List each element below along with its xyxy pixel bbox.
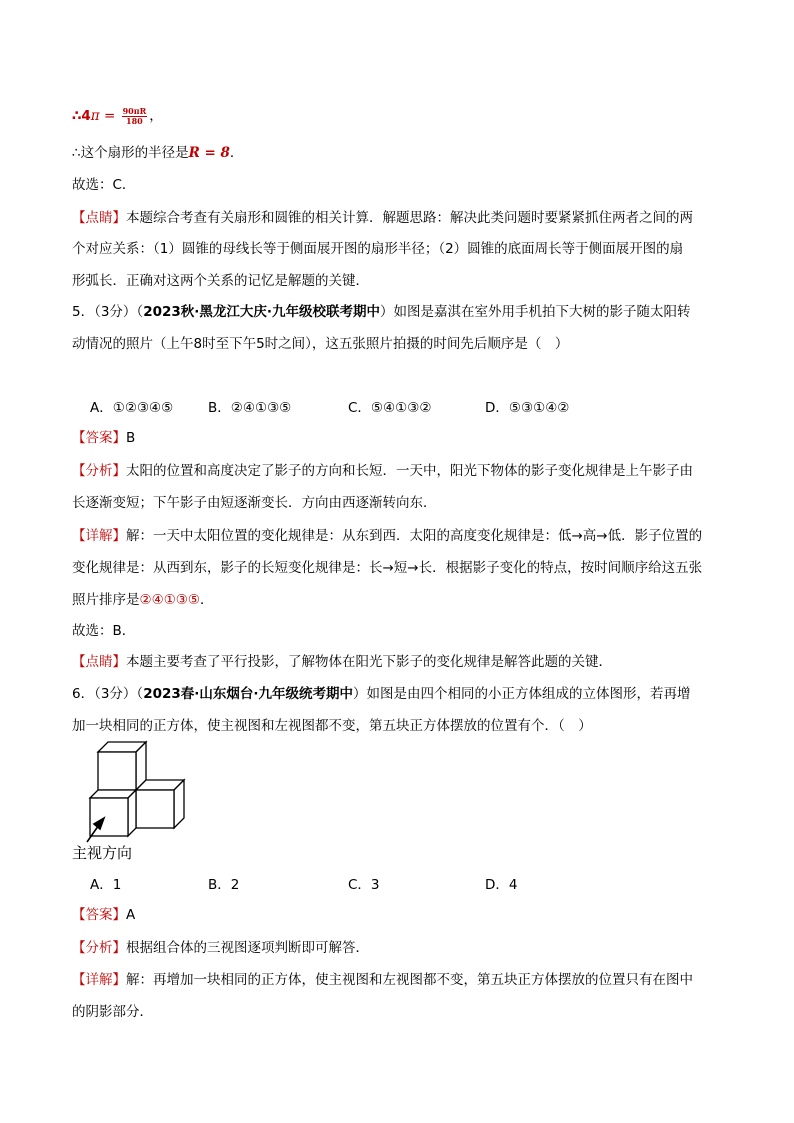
question-6-line-2: 加一块相同的正方体，使主视图和左视图都不变，第五块正方体摆放的位置有个．（ ） <box>72 718 592 734</box>
answer-value: B <box>126 430 136 446</box>
comment-text: 本题综合考查有关扇形和圆锥的相关计算．解题思路：解决此类问题时要紧紧抓住两者之间的两 <box>126 210 693 226</box>
question-6-source: 2023春·山东烟台·九年级统考期中 <box>143 686 354 702</box>
radius-end: ． <box>229 145 244 161</box>
analysis-6-line <box>72 938 732 958</box>
detail-6-tag: 【详解】 <box>72 972 126 988</box>
option-b: B．2 <box>208 877 240 893</box>
answer-6-value: A <box>126 907 136 923</box>
comment-line-1 <box>72 208 732 228</box>
question-5-line-2: 动情况的照片（上午8时至下午5时之间），这五张照片拍摄的时间先后顺序是（ ） <box>72 336 569 352</box>
question-5-text: ）如图是嘉淇在室外用手机拍下大树的影子随太阳转 <box>380 304 691 320</box>
eq-sign: = <box>99 108 120 124</box>
detail-5-line-3 <box>72 590 732 610</box>
option-d: D．4 <box>485 877 518 893</box>
analysis-tag: 【分析】 <box>72 463 126 479</box>
detail-6-text: 解：再增加一块相同的正方体，使主视图和左视图都不变，第五块正方体摆放的位置只有在图中 <box>126 972 693 988</box>
question-6-line-1 <box>72 684 732 704</box>
analysis-6-text: 根据组合体的三视图逐项判断即可解答． <box>126 940 369 956</box>
equation-line <box>72 106 732 126</box>
analysis-6-tag: 【分析】 <box>72 940 126 956</box>
detail-5-line-2: 变化规律是：从西到东，影子的长短变化规律是：长→短→长．根据影子变化的特点，按时间顺序给这五张 <box>72 560 703 576</box>
analysis-text: 太阳的位置和高度决定了影子的方向和长短．一天中，阳光下物体的影子变化规律是上午影子由 <box>126 463 693 479</box>
question-5-line-1 <box>72 302 732 322</box>
detail-order-end: ． <box>200 592 214 608</box>
question-6-number: 6．（3分）（ <box>72 686 144 702</box>
option-a: A．1 <box>90 877 122 893</box>
comment-line-3: 形弧长．正确对这两个关系的记忆是解题的关键． <box>72 273 369 289</box>
cube-top <box>98 742 146 790</box>
radius-math: R = 8 <box>188 145 230 161</box>
detail-6-line-2: 的阴影部分． <box>72 1004 153 1020</box>
selection-line: 故选：C． <box>72 177 136 193</box>
answer-6-tag: 【答案】 <box>72 907 126 923</box>
option-b: B．②④①③⑤ <box>208 400 292 416</box>
question-5-source: 2023秋·黑龙江大庆·九年级校联考期中 <box>143 304 381 320</box>
fraction-numerator: 90πR <box>122 105 147 116</box>
option-c: C．3 <box>348 877 380 893</box>
answer-tag: 【答案】 <box>72 430 126 446</box>
radius-text: ∴这个扇形的半径是 <box>72 145 189 161</box>
eq-prefix: ∴4 <box>72 108 91 124</box>
comment-5-text: 本题主要考查了平行投影，了解物体在阳光下影子的变化规律是解答此题的关键． <box>126 654 612 670</box>
comment-5-tag: 【点睛】 <box>72 654 126 670</box>
analysis-5-line-1 <box>72 461 732 481</box>
selection-5-line: 故选：B． <box>72 623 136 639</box>
radius-line <box>72 143 732 163</box>
analysis-5-line-2: 长逐渐变短；下午影子由短逐渐变长．方向由西逐渐转向东． <box>72 495 437 511</box>
question-6-text: ）如图是由四个相同的小正方体组成的立体图形，若再增 <box>353 686 691 702</box>
fraction <box>122 107 148 126</box>
figure-label: 主视方向 <box>72 844 133 862</box>
answer-5-line <box>72 428 732 448</box>
eq-suffix: ， <box>149 108 163 124</box>
option-d: D．⑤③①④② <box>485 400 570 416</box>
cube-right <box>136 780 184 828</box>
comment-tag: 【点睛】 <box>72 210 126 226</box>
detail-tag: 【详解】 <box>72 528 126 544</box>
comment-line-2: 个对应关系：（1）圆锥的母线长等于侧面展开图的扇形半径；（2）圆锥的底面周长等于侧面展开图的扇 <box>72 241 684 257</box>
detail-order-answer: ②④①③⑤ <box>139 592 201 608</box>
eq-pi: π <box>90 108 100 124</box>
option-a: A．①②③④⑤ <box>90 400 174 416</box>
answer-6-line <box>72 905 732 925</box>
fraction-denominator: 180 <box>126 115 143 126</box>
detail-text: 解：一天中太阳位置的变化规律是：从东到西．太阳的高度变化规律是：低→高→低．影子位置的 <box>126 528 703 544</box>
question-5-number: 5．（3分）（ <box>72 304 144 320</box>
detail-6-line-1 <box>72 970 732 990</box>
comment-5-line <box>72 652 732 672</box>
detail-order-text: 照片排序是 <box>72 592 140 608</box>
detail-5-line-1 <box>72 526 732 546</box>
option-c: C．⑤④①③② <box>348 400 432 416</box>
